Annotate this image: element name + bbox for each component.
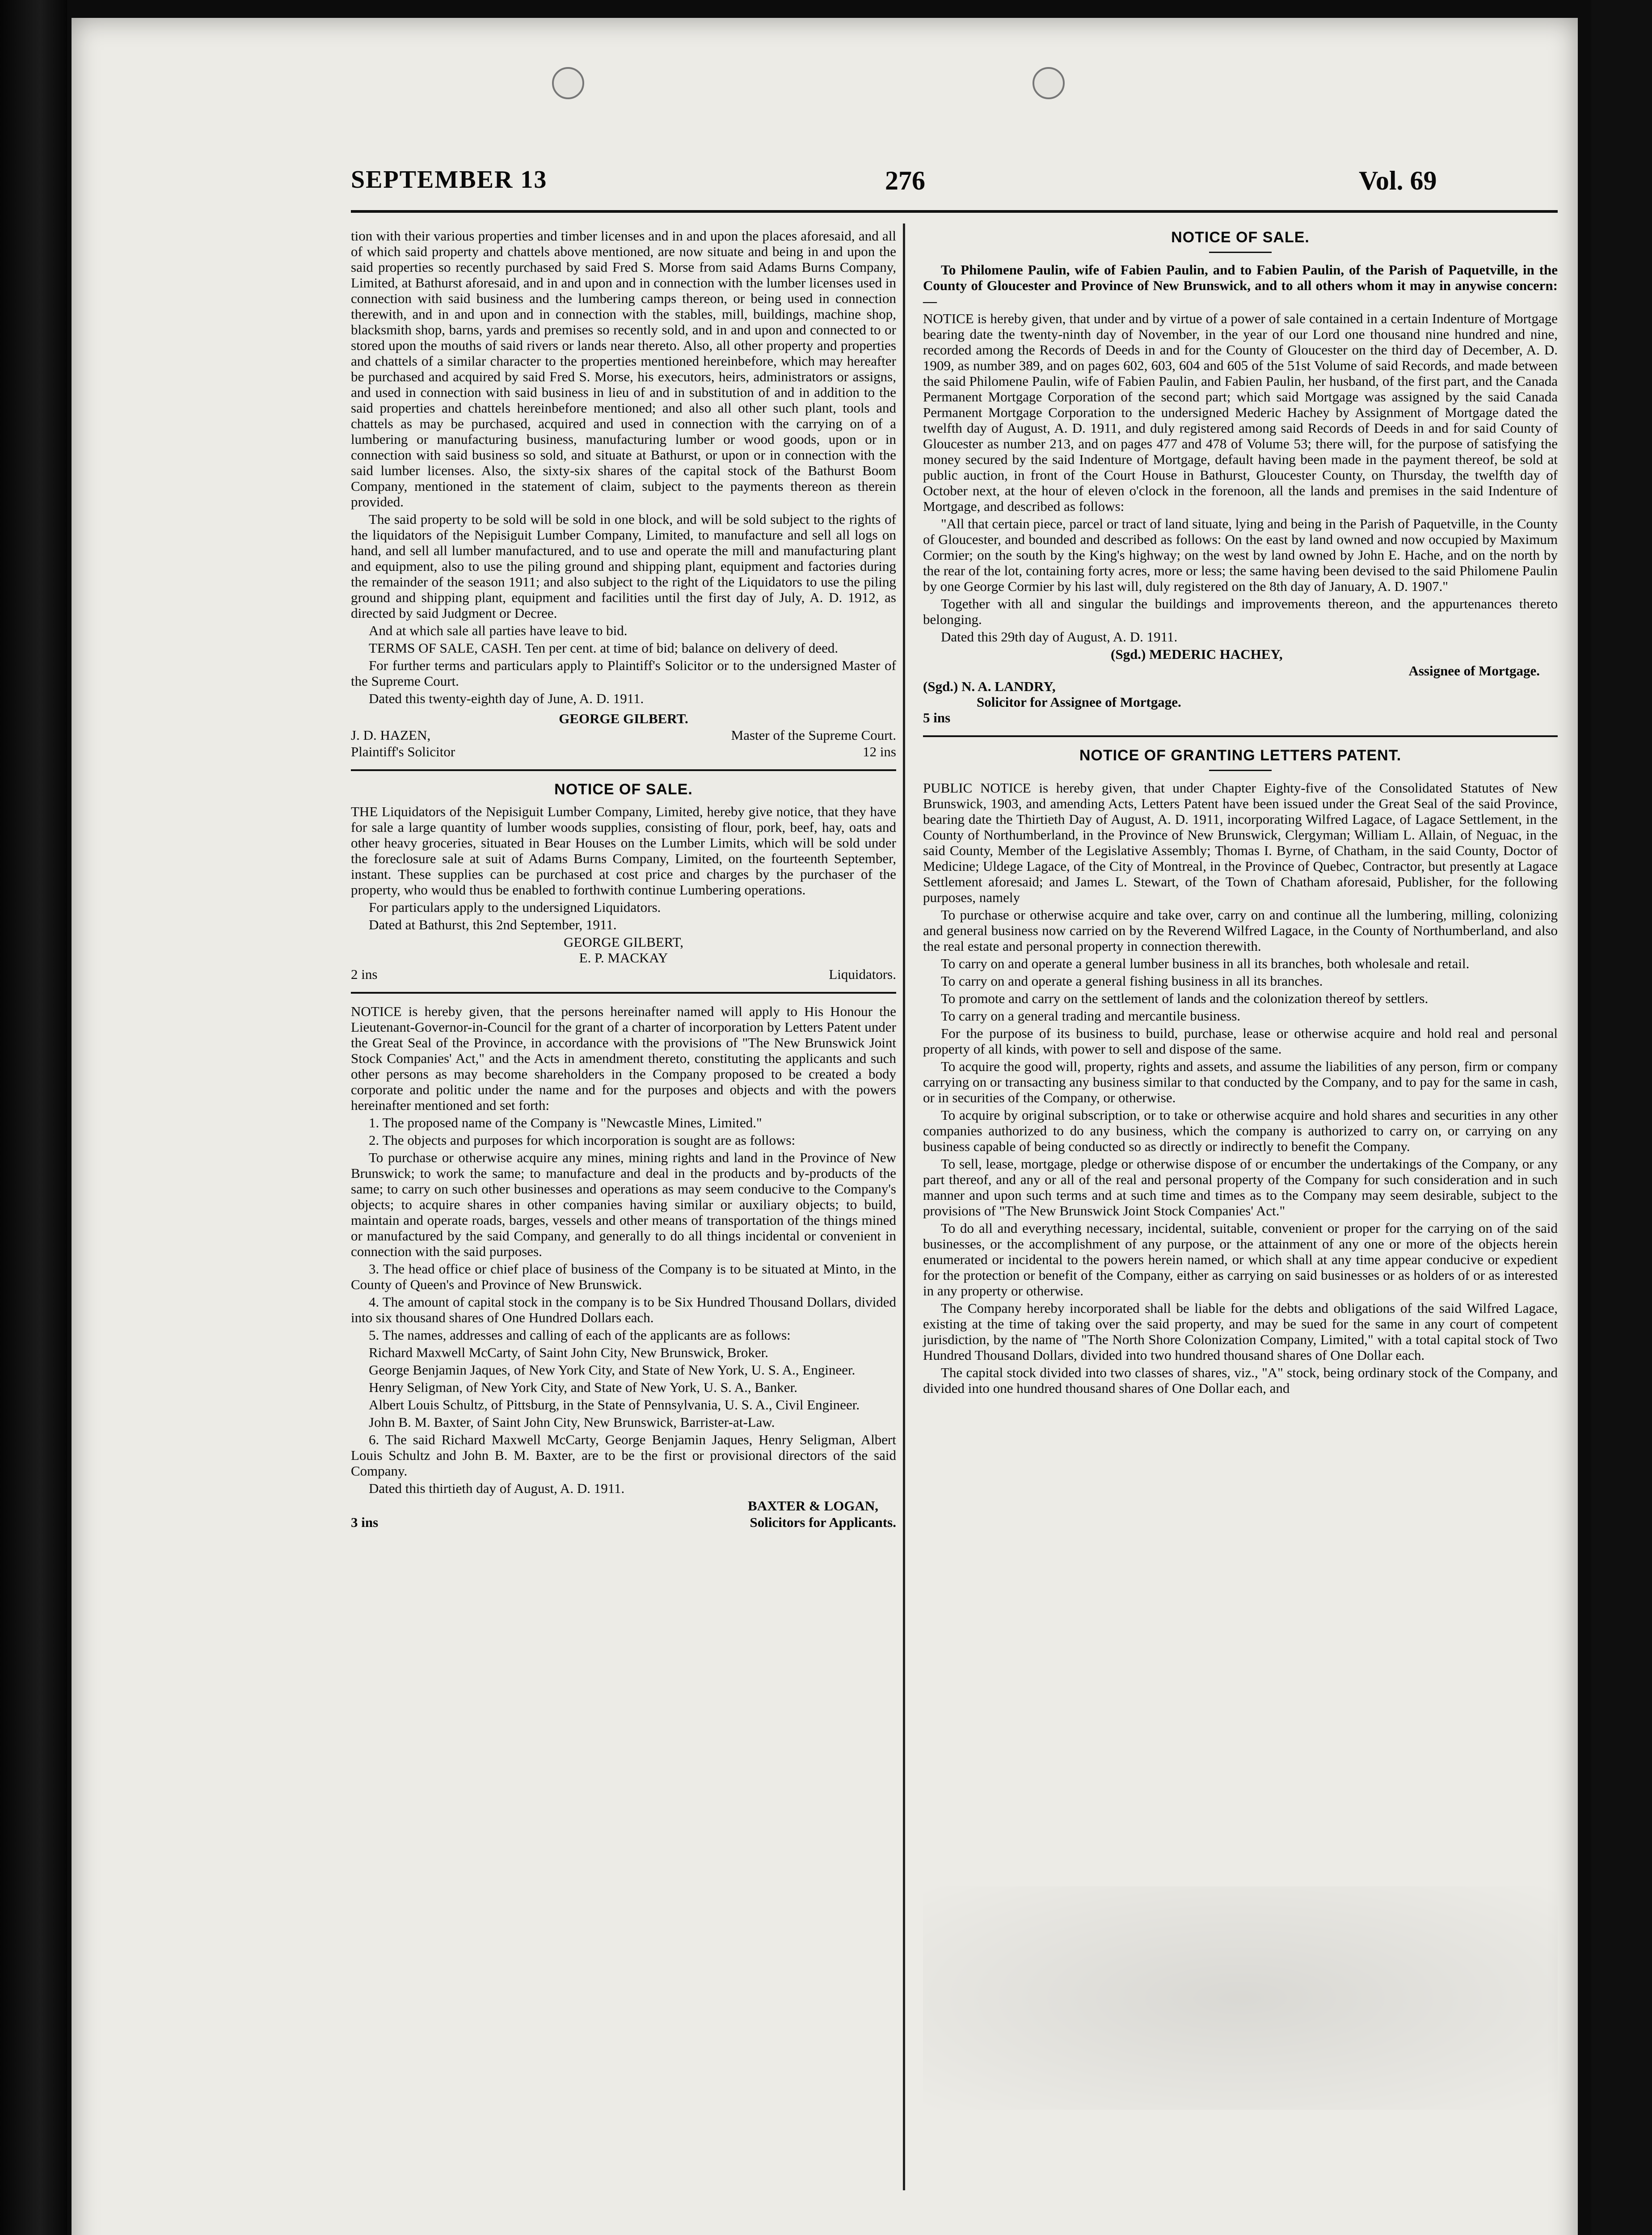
notice-heading: NOTICE OF SALE. <box>554 781 693 798</box>
insertion-count: 2 ins <box>351 966 378 982</box>
paragraph: 1. The proposed name of the Company is "Newcastle Mines, Limited." <box>369 1115 762 1130</box>
purpose-paragraph: To acquire the good will, property, rights and assets, and assume the liabilities of any person, firm or company carrying on or transacting any business similar to that conducted by the Company, and to pay for the same in cash, or in securities of the Company, or otherwise. <box>923 1058 1558 1105</box>
page-number: 276 <box>885 166 925 195</box>
applicant-entry: Henry Seligman, of New York City, and State of New York, U. S. A., Banker. <box>369 1379 797 1395</box>
signature-name: (Sgd.) MEDERIC HACHEY, <box>1111 646 1283 662</box>
signature-name: BAXTER & LOGAN, <box>748 1498 878 1514</box>
notice-heading: NOTICE OF GRANTING LETTERS PATENT. <box>1079 747 1402 764</box>
notice-heading: NOTICE OF SALE. <box>1171 229 1310 246</box>
insertion-count: 3 ins <box>351 1514 379 1530</box>
insertion-count: 12 ins <box>863 744 896 759</box>
book-binding-left <box>0 0 67 2235</box>
notice-body: THE Liquidators of the Nepisiguit Lumber Company, Limited, hereby give notice, that they have for sale a large quantity of lumber woods supplies, consisting of flour, pork, beef, hay, oats and other heavy groceries, situated in Bear Houses on the Lumber Limits, which will be sold under the foreclosure sale at suit of Adams Burns Company, Limited, on the fourteenth September, instant. These supplies can be purchased at cost price and charges by the purchaser of the property, who would thus be enabled to forthwith continue Lumbering operations. <box>351 804 896 898</box>
purpose-paragraph: To sell, lease, mortgage, pledge or otherwise dispose of or encumber the undertakings of the Company, or any part thereof, and any or all of the real and personal property of the Company for such consideration and in such manner and upon such terms and at such time and times as to the Company may seem desirable, subject to the provisions of "The New Brunswick Joint Stock Companies' Act." <box>923 1156 1558 1219</box>
section-rule <box>351 769 896 771</box>
purpose-paragraph: To carry on and operate a general fishing business in all its branches. <box>941 973 1323 989</box>
signature-name: GEORGE GILBERT, <box>564 934 683 950</box>
right-column <box>923 228 1558 1398</box>
paragraph: "All that certain piece, parcel or tract of land situate, lying and being in the Parish of Paquetville, in the County of Gloucester, and bounded and described as follows: On the east by land owned and now occupied by Maximum Cormier; on the south by the King's highway; on the west by land owned by John E. Hache, and on the north by the rear of the lot, containing forty acres, more or less; the same having been devised to the said Philomene Paulin by one George Cormier by his last will, duly registered on the 8th day of January, A. D. 1907." <box>923 516 1558 594</box>
signature-line <box>923 646 1558 662</box>
signature-title: Assignee of Mortgage. <box>1408 663 1540 679</box>
paragraph: Together with all and singular the buildings and improvements thereon, and the appurtenances thereto belonging. <box>923 596 1558 627</box>
purpose-paragraph: To purchase or otherwise acquire and take over, carry on and continue all the lumbering, milling, colonizing and general business now carried on by the Reverend Wilfred Lagace, in the County of Northumberland, and also the real estate and personal property in connection therewith. <box>923 907 1558 954</box>
signature-name: E. P. MACKAY <box>579 950 668 966</box>
signature-line <box>351 1514 896 1530</box>
paragraph: 2. The objects and purposes for which incorporation is sought are as follows: <box>369 1132 796 1148</box>
solicitor-name: J. D. HAZEN, <box>351 727 431 743</box>
print-smudge <box>923 1886 1558 2110</box>
notice-body: NOTICE is hereby given, that the persons hereinafter named will apply to His Honour the Lieutenant-Governor-in-Council for the grant of a charter of incorporation by Letters Patent under the Great Seal of the Province, in accordance with the provisions of "The New Brunswick Joint Stock Companies' Act," and the Acts in amendment thereto, constituting the applicants and such other persons as may become shareholders in the Company proposed to be created a body corporate and politic under the name and for the purposes and objects and with the powers hereinafter mentioned and set forth: <box>351 1004 896 1113</box>
header-rule <box>351 210 1558 213</box>
insertion-count: 5 ins <box>923 710 951 725</box>
paragraph: 6. The said Richard Maxwell McCarty, George Benjamin Jaques, Henry Seligman, Albert Louis Schultz and John B. M. Baxter, are to be the first or provisional directors of the said Company. <box>351 1432 896 1479</box>
purpose-paragraph: To acquire by original subscription, or to take or otherwise acquire and hold shares and securities in any other companies authorized to do any business, which the company is authorized to carry on, or carrying on any business capable of being conducted so as directly or indirectly to benefit the Company. <box>923 1107 1558 1154</box>
signature-name: (Sgd.) N. A. LANDRY, <box>923 679 1056 694</box>
notice-address: To Philomene Paulin, wife of Fabien Paulin, and to Fabien Paulin, of the Parish of Paquetville, in the County of Gloucester and Province of New Brunswick, and to all others whom it may in anywise concern:— <box>923 262 1558 309</box>
left-column <box>351 228 896 1531</box>
purpose-paragraph: To promote and carry on the settlement of lands and the colonization thereof by settlers. <box>941 991 1429 1006</box>
notice-body: NOTICE is hereby given, that under and by virtue of a power of sale contained in a certain Indenture of Mortgage bearing date the twenty-ninth day of November, in the year of our Lord one thousand nine hundred and nine, recorded among the Records of Deeds in and for the County of Gloucester on the third day of December, A. D. 1909, as number 389, and on pages 602, 603, 604 and 605 of the 51st Volume of said Records, and made between the said Philomene Paulin, wife of Fabien Paulin, and Fabien Paulin, her husband, of the first part, and the Canada Permanent Mortgage Corporation of the second part; which said Mortgage was assigned by the said Canada Permanent Mortgage Corporation to the undersigned Mederic Hachey by Assignment of Mortgage dated the twelfth day of August, A. D. 1911, and duly registered among said Records of Deeds in and for said County of Gloucester as number 213, and on pages 477 and 478 of Volume 53; there will, for the purpose of satisfying the money secured by the said Indenture of Mortgage, default having been made in the payment thereof, be sold at public auction, in front of the Court House in Bathurst, Gloucester County, on Thursday, the twelfth day of October next, at the hour of eleven o'clock in the forenoon, all the lands and premises in the said Indenture of Mortgage, and described as follows: <box>923 311 1558 514</box>
header-date: SEPTEMBER 13 <box>351 166 548 194</box>
purpose-paragraph: The capital stock divided into two classes of shares, viz., "A" stock, being ordinary stock of the Company, and divided into one hundred thousand shares of One Dollar each, and <box>923 1365 1558 1396</box>
notice-body: PUBLIC NOTICE is hereby given, that under Chapter Eighty-five of the Consolidated Statutes of New Brunswick, 1903, and amending Acts, Letters Patent have been issued under the Great Seal of the said Province, bearing date the Thirtieth Day of August, A. D. 1911, incorporating Wilfred Lagace, of Lagace Settlement, in the County of Northumberland, in the Province of New Brunswick, Clergyman; William L. Allain, of Neguac, in the said County, Member of the Legislative Assembly; Thomas I. Byrne, of Chatham, in the said County, Doctor of Medicine; Uldege Lagace, of the City of Montreal, in the Province of Quebec, Contractor, but presently at Lagace Settlement aforesaid; and James L. Stewart, of the Town of Chatham aforesaid, Publisher, for the following purposes, namely <box>923 780 1558 905</box>
paragraph: For particulars apply to the undersigned Liquidators. <box>369 899 661 915</box>
paragraph: For further terms and particulars apply to Plaintiff's Solicitor or to the undersigned Master of the Supreme Court. <box>351 658 896 689</box>
purpose-paragraph: To carry on a general trading and mercantile business. <box>941 1008 1241 1024</box>
continuation-paragraph: tion with their various properties and timber licenses and in and upon the places aforesaid, and all of which said property and chattels above mentioned, are now situate and being in and upon the said properties so recently purchased by said Fred S. Morse from said Adams Burns Company, Limited, at Bathurst aforesaid, and in and upon and in connection with the lumber licenses used in connection with said business and the lumbering camps thereon, or being used in connection therewith, and in and upon and in connection with the stables, mill, buildings, machine shop, blacksmith shop, barns, yards and premises so recently sold, and in and upon and connected to or stored upon the mouths of said rivers or lands near thereto. Also, all other property and properties and chattels of a similar character to the properties mentioned hereinbefore, which may hereafter be purchased and acquired by said Fred S. Morse, his executors, heirs, administrators or assigns, and used in connection with said business in lieu of and in substitution of and in addition to the said properties and chattels hereinbefore mentioned; and also all other such plant, tools and chattels as may be purchased, acquired and used in connection with the carrying on of a lumbering or manufacturing business, manufacturing lumber or wood goods, upon or in connection with said business so sold, and situate at Bathurst, or upon or in connection with the said lumber licenses. Also, the sixty-six shares of the capital stock of the Bathurst Boom Company, mentioned in the statement of claim, subject to the payments thereon as therein provided. <box>351 228 896 510</box>
book-spine-right <box>1591 0 1652 2235</box>
paragraph: 3. The head office or chief place of business of the Company is to be situated at Minto, in the County of Queen's and Province of New Brunswick. <box>351 1261 896 1292</box>
page-header <box>72 165 1578 210</box>
applicant-entry: John B. M. Baxter, of Saint John City, New Brunswick, Barrister-at-Law. <box>369 1414 775 1430</box>
heading-rule <box>1209 252 1272 253</box>
signature-line <box>351 727 896 743</box>
signature-title: Liquidators. <box>829 966 896 982</box>
paragraph: And at which sale all parties have leave to bid. <box>369 623 628 638</box>
section-rule <box>923 735 1558 737</box>
volume-label: Vol. 69 <box>1359 166 1437 195</box>
signature-name: GEORGE GILBERT. <box>559 711 688 726</box>
purpose-paragraph: To carry on and operate a general lumber business in all its branches, both wholesale and retail. <box>941 956 1470 971</box>
purpose-paragraph: The Company hereby incorporated shall be liable for the debts and obligations of the said Wilfred Lagace, existing at the time of taking over the said property, and may be sued for the same in any court of competent jurisdiction, by the name of "The North Shore Colonization Company, Limited," with a total capital stock of Two Hundred Thousand Dollars, divided into two hundred thousand shares of One Dollar each. <box>923 1300 1558 1363</box>
paragraph: The said property to be sold will be sold in one block, and will be sold subject to the rights of the liquidators of the Nepisiguit Lumber Company, Limited, to manufacture and sell all logs on hand, and sell all lumber manufactured, and to use and operate the mill and manufacturing plant and equipment, also to use the piling ground and shipping plant, equipment and factories during the remainder of the season 1911; and also subject to the right of the Liquidators to use the piling ground and shipping plant, equipment and facilities until the first day of July, A. D. 1912, as directed by said Judgment or Decree. <box>351 511 896 621</box>
paragraph: 5. The names, addresses and calling of each of the applicants are as follows: <box>369 1327 791 1343</box>
punch-hole <box>552 67 584 99</box>
signature-line <box>351 966 896 982</box>
section-rule <box>351 992 896 994</box>
signature-line <box>351 744 896 759</box>
gazette-page <box>72 18 1578 2235</box>
column-divider <box>903 224 905 2190</box>
signature-title: Solicitors for Applicants. <box>750 1514 896 1530</box>
solicitor-title: Plaintiff's Solicitor <box>351 744 455 759</box>
paragraph: Dated at Bathurst, this 2nd September, 1911. <box>369 917 617 932</box>
paragraph: Dated this 29th day of August, A. D. 1911. <box>941 629 1178 645</box>
applicant-entry: Albert Louis Schultz, of Pittsburg, in the State of Pennsylvania, U. S. A., Civil Engineer. <box>369 1397 860 1413</box>
paragraph: 4. The amount of capital stock in the company is to be Six Hundred Thousand Dollars, divided into six thousand shares of One Hundred Dollars each. <box>351 1294 896 1325</box>
applicant-entry: George Benjamin Jaques, of New York City, and State of New York, U. S. A., Engineer. <box>369 1362 856 1378</box>
master-title: Master of the Supreme Court. <box>731 727 896 743</box>
purpose-paragraph: For the purpose of its business to build, purchase, lease or otherwise acquire and hold real and personal property of all kinds, with power to sell and dispose of the same. <box>923 1025 1558 1057</box>
paragraph: Dated this thirtieth day of August, A. D. 1911. <box>369 1480 625 1496</box>
paragraph: Dated this twenty-eighth day of June, A. D. 1911. <box>369 691 644 706</box>
applicant-entry: Richard Maxwell McCarty, of Saint John City, New Brunswick, Broker. <box>369 1345 768 1360</box>
heading-rule <box>1209 770 1272 771</box>
paragraph: TERMS OF SALE, CASH. Ten per cent. at time of bid; balance on delivery of deed. <box>369 640 839 656</box>
purpose-paragraph: To do all and everything necessary, incidental, suitable, convenient or proper for the carrying on of the said businesses, or the accomplishment of any purpose, or the attainment of any one or more of the objects herein enumerated or incidental to the powers herein named, or which shall at any time appear conducive or expedient for the protection or benefit of the Company, either as carrying on said businesses or as holders of or as interested in any property or otherwise. <box>923 1220 1558 1299</box>
paragraph: To purchase or otherwise acquire any mines, mining rights and land in the Province of New Brunswick; to work the same; to manufacture and deal in the products and by-products of the same; to carry on such other businesses and operations as may seem conducive to the Company's objects; to acquire shares in other companies having similar or auxiliary objects; to build, maintain and operate roads, barges, vessels and other means of transportation of the things mined or manufactured by the said Company, and generally to do all things incidental or convenient in connection with the said purposes. <box>351 1150 896 1259</box>
punch-hole <box>1032 67 1065 99</box>
signature-title: Solicitor for Assignee of Mortgage. <box>977 694 1181 710</box>
